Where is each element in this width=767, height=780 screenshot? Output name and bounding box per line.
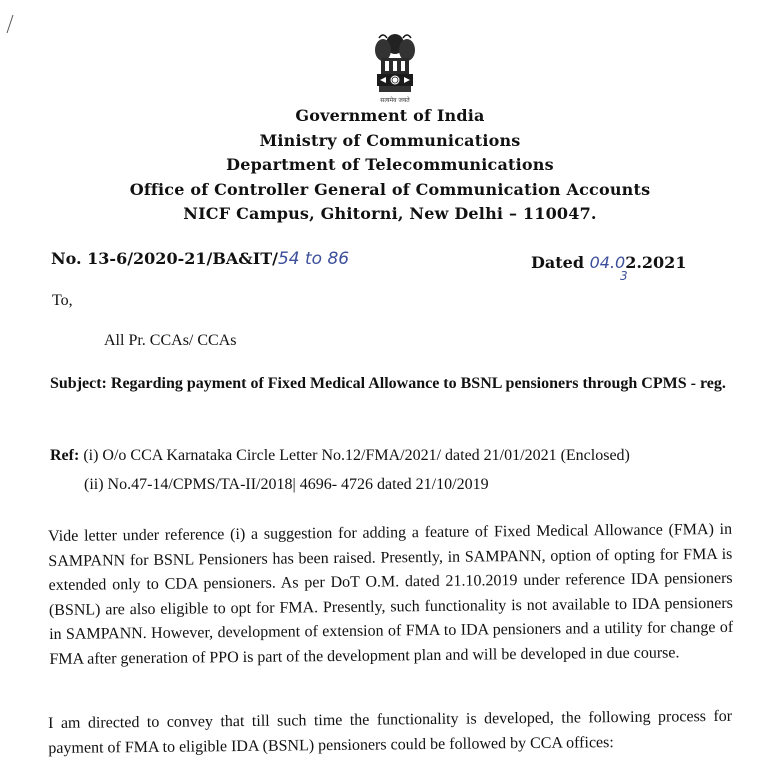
letterhead-ministry: Ministry of Communications <box>259 130 521 150</box>
dated-value-rest: .2021 <box>636 253 687 272</box>
dated-handwritten-sub: 3 <box>620 269 628 283</box>
body-paragraph-2: I am directed to convey that till such time the functionality is developed, the following process for payment of FMA to eligible IDA (BSNL) pensioners could be followed by CCA offices: <box>48 707 733 757</box>
letterhead-government: Government of India <box>295 106 485 125</box>
dated-label: Dated <box>531 253 590 272</box>
pen-mark-icon <box>6 14 14 34</box>
reference-2: (ii) No.47-14/CPMS/TA-II/2018| 4696- 4726 dated 21/10/2019 <box>84 476 489 493</box>
letterhead-department: Department of Telecommunications <box>226 155 554 174</box>
reference-1-line <box>50 441 630 470</box>
subject-text: Regarding payment of Fixed Medical Allowance to BSNL pensioners through CPMS - reg. <box>110 375 726 392</box>
dated-value-2: 2 <box>625 253 637 272</box>
addressee: All Pr. CCAs/ CCAs <box>104 332 237 349</box>
salutation-to: To, <box>52 292 73 309</box>
letter-number-handwritten: 54 to 86 <box>277 249 350 269</box>
reference-1: (i) O/o CCA Karnataka Circle Letter No.12/FMA/2021/ dated 21/01/2021 (Enclosed) <box>83 447 630 464</box>
letter-date <box>531 253 687 283</box>
body-paragraph-1: Vide letter under reference (i) a suggestion for adding a feature of Fixed Medical Allowance (FMA) in SAMPANN for BSNL Pensioners has been raised. Presently, in SAMPANN, option of opting for FMA is extended only to CDA pensioners. As per DoT O.M. dated 21.10.2019 under reference IDA pensioners (BSNL) are also eligible to opt for FMA. Presently, such functionality is not available to IDA pensioners in SAMPANN. However, development of extension of FMA to IDA pensioners and a utility for change of FMA after generation of PPO is part of the development plan and will be developed in due course. <box>48 520 734 668</box>
dated-handwritten: 04.0 <box>589 253 626 272</box>
subject <box>50 370 730 398</box>
letterhead-office: Office of Controller General of Communication Accounts <box>129 179 651 199</box>
letterhead-address: NICF Campus, Ghitorni, New Delhi – 110047. <box>183 204 597 223</box>
subject-label: Subject: <box>50 375 107 392</box>
national-emblem-icon <box>367 30 423 106</box>
letterhead <box>0 104 767 227</box>
letter-number <box>51 249 349 269</box>
emblem-caption: सत्यमेव जयते <box>380 97 410 104</box>
letter-number-prefix: No. 13-6/2020-21/BA&IT/ <box>51 249 278 268</box>
reference-label: Ref: <box>50 447 80 464</box>
references <box>50 441 630 499</box>
